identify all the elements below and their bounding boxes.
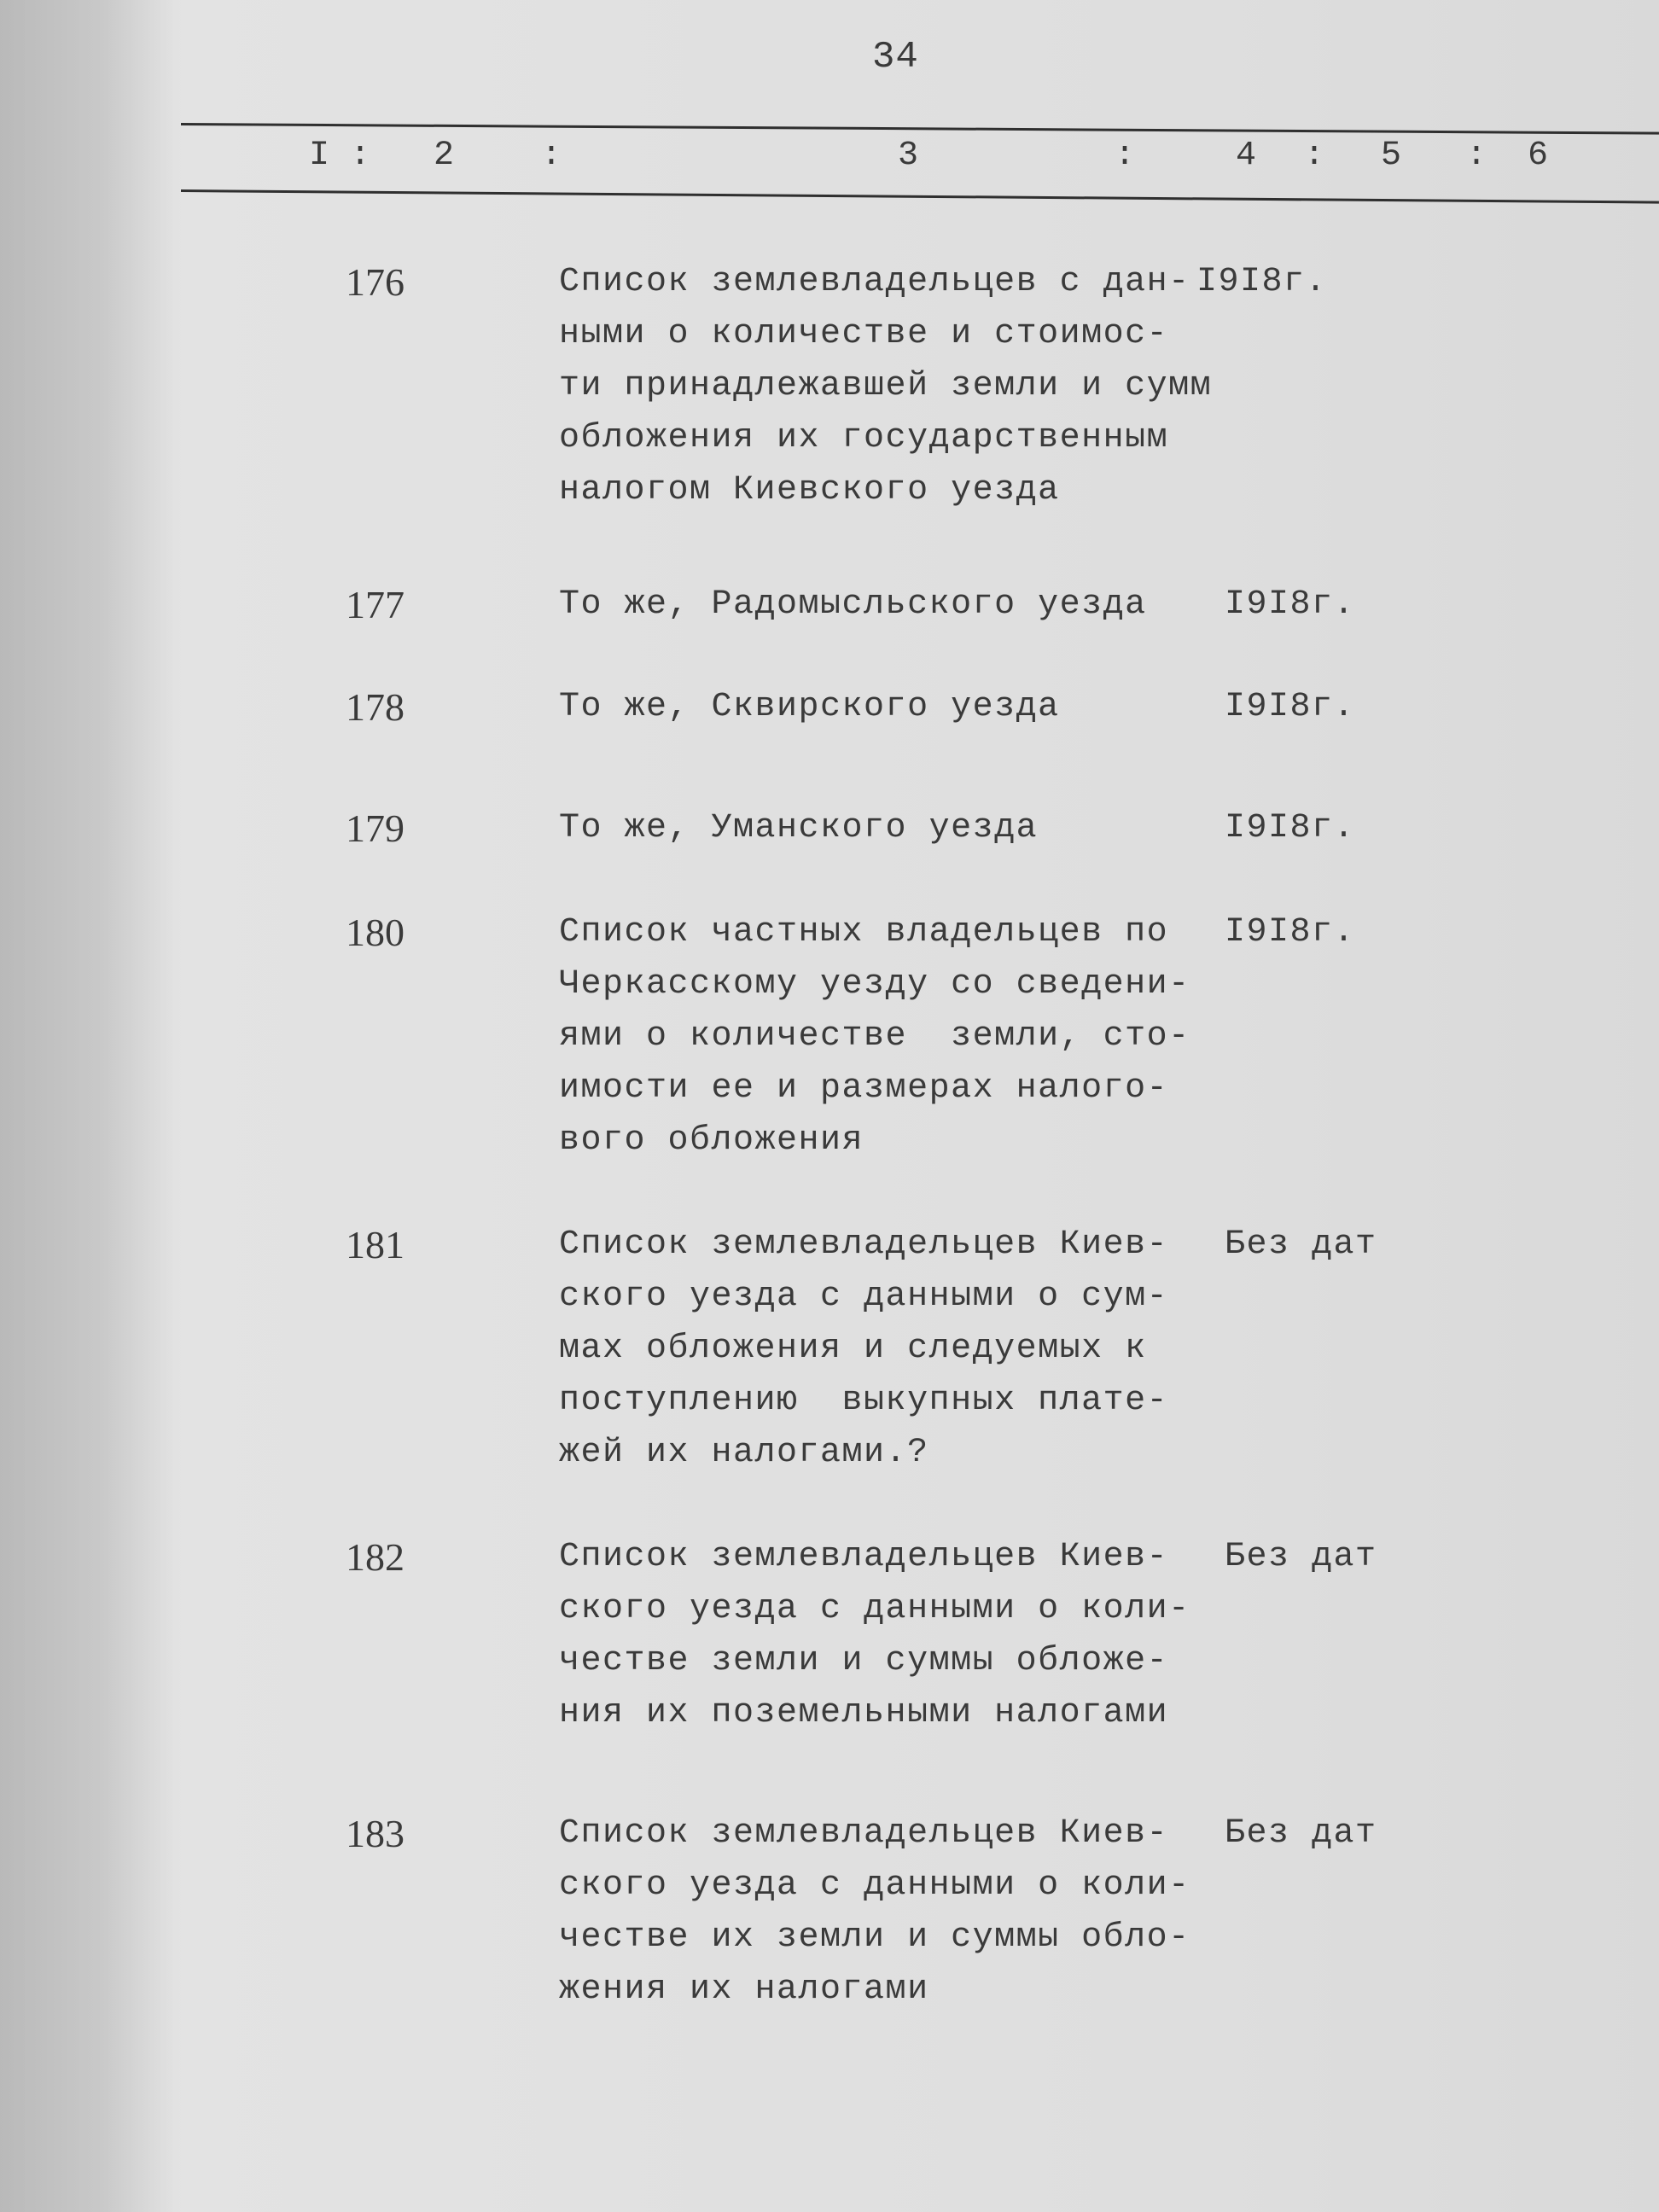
description-line: ями о количестве земли, сто- <box>559 1017 1190 1056</box>
column-separator: : <box>1115 137 1136 175</box>
column-header-2: 2 <box>434 137 455 175</box>
column-header-5: 5 <box>1381 137 1402 175</box>
entry-number: 178 <box>346 685 405 729</box>
entry-date: I9I8г. <box>1196 263 1328 301</box>
description-line: имости ее и размерах налого- <box>559 1069 1169 1108</box>
entry-number: 177 <box>346 583 405 626</box>
entry-date: Без дат <box>1225 1814 1377 1853</box>
entry-date: Без дат <box>1225 1538 1377 1576</box>
description-line: Список землевладельцев Киев- <box>559 1814 1169 1853</box>
page-number: 34 <box>872 36 919 79</box>
entry-description <box>559 256 1213 516</box>
description-line: Список частных владельцев по <box>559 913 1169 952</box>
description-line: ского уезда с данными о коли- <box>559 1590 1190 1628</box>
column-separator: : <box>1304 137 1325 175</box>
entry-date: I9I8г. <box>1225 913 1356 952</box>
description-line: Список землевладельцев Киев- <box>559 1225 1169 1264</box>
description-line: Черкасскому уезду со сведени- <box>559 965 1190 1004</box>
column-header-3: 3 <box>898 137 919 175</box>
entry-date: I9I8г. <box>1225 809 1356 847</box>
entry-number: 182 <box>346 1535 405 1579</box>
entry-number: 176 <box>346 260 405 304</box>
entry-description <box>559 681 1208 733</box>
description-line: То же, Сквирского уезда <box>559 688 1060 726</box>
description-line: жей их налогами.? <box>559 1434 929 1472</box>
description-line: честве земли и суммы обложе- <box>559 1642 1169 1680</box>
entry-date: I9I8г. <box>1225 688 1356 726</box>
description-line: Список землевладельцев Киев- <box>559 1538 1169 1576</box>
entry-description <box>559 1531 1208 1739</box>
entry-description <box>559 906 1208 1167</box>
entry-number: 181 <box>346 1223 405 1266</box>
description-line: ния их поземельными налогами <box>559 1694 1169 1732</box>
column-header-4: 4 <box>1236 137 1257 175</box>
column-separator: : <box>541 137 562 175</box>
entry-description <box>559 802 1208 854</box>
description-line: ти принадлежавшей земли и сумм <box>559 367 1213 405</box>
entry-description <box>559 579 1208 631</box>
header-rule-bottom <box>181 189 1659 204</box>
description-line: Список землевладельцев с дан- <box>559 263 1190 301</box>
header-rule-top <box>181 123 1659 135</box>
entry-number: 179 <box>346 806 405 850</box>
column-header-6: 6 <box>1528 137 1549 175</box>
description-line: честве их земли и суммы обло- <box>559 1918 1190 1957</box>
entry-number: 183 <box>346 1812 405 1855</box>
entry-description <box>559 1807 1208 2016</box>
description-line: ными о количестве и стоимос- <box>559 315 1169 353</box>
description-line: налогом Киевского уезда <box>559 471 1060 509</box>
column-separator: : <box>1466 137 1487 175</box>
entry-date: I9I8г. <box>1225 585 1356 624</box>
binding-shadow <box>0 0 179 2212</box>
description-line: обложения их государственным <box>559 419 1169 457</box>
description-line: ского уезда с данными о сум- <box>559 1278 1169 1316</box>
column-separator: : <box>350 137 371 175</box>
description-line: поступлению выкупных плате- <box>559 1382 1169 1420</box>
description-line: вого обложения <box>559 1121 864 1160</box>
description-line: То же, Уманского уезда <box>559 809 1039 847</box>
column-header-1: I <box>309 137 330 175</box>
entry-description <box>559 1219 1208 1479</box>
entry-number: 180 <box>346 911 405 954</box>
description-line: мах обложения и следуемых к <box>559 1330 1147 1368</box>
description-line: ского уезда с данными о коли- <box>559 1866 1190 1905</box>
entry-date: Без дат <box>1225 1225 1377 1264</box>
description-line: жения их налогами <box>559 1970 929 2009</box>
description-line: То же, Радомысльского уезда <box>559 585 1147 624</box>
